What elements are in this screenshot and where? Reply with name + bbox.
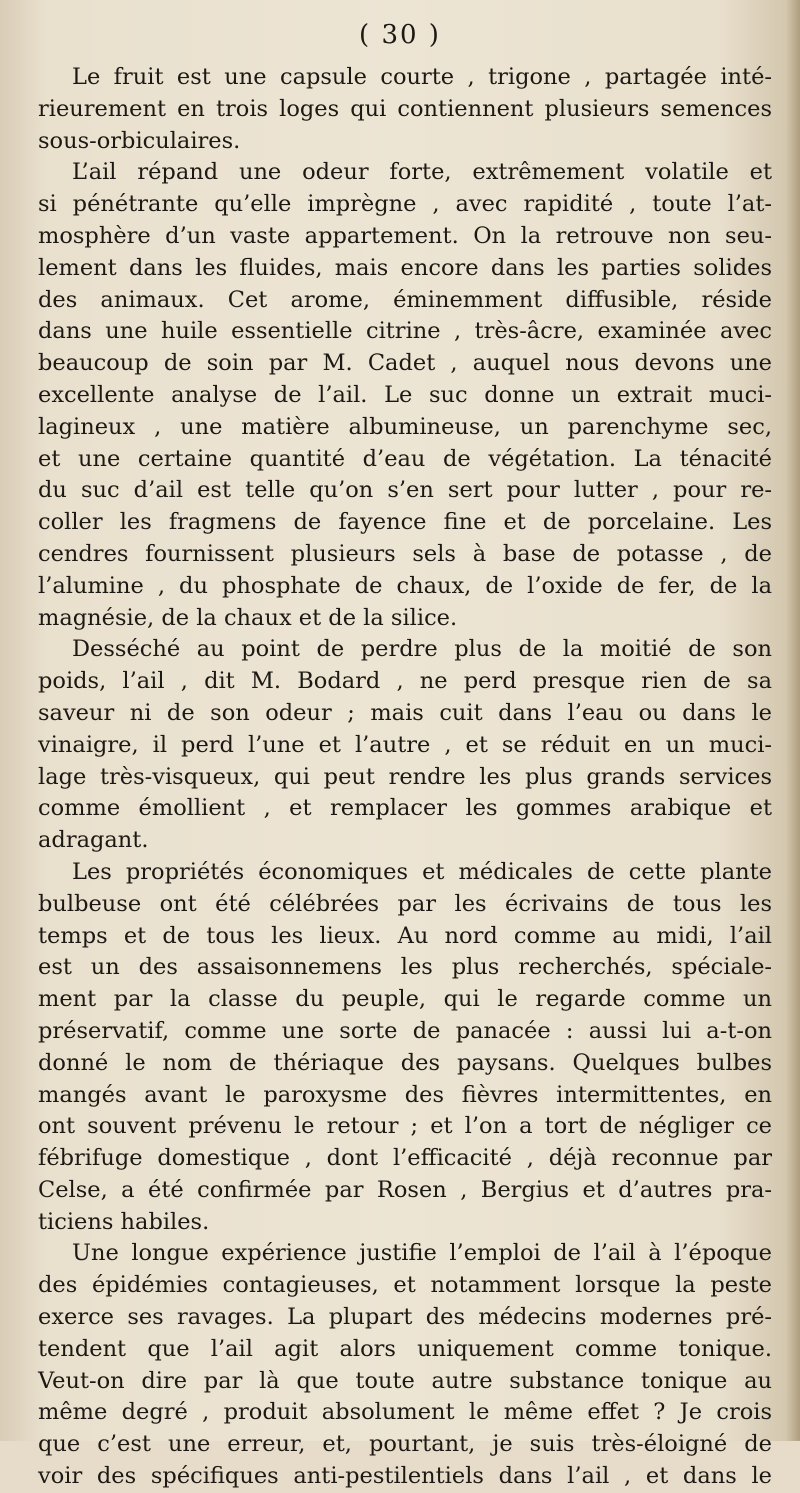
text-line: adragant. <box>38 827 149 854</box>
text-line: beaucoup de soin par M. Cadet , auquel nous devons une <box>38 350 772 377</box>
text-line: fébrifuge domestique , dont l’efficacité , déjà reconnue par <box>38 1145 772 1172</box>
text-line: même degré , produit absolument le même effet ? Je crois <box>38 1399 772 1426</box>
page-number: ( 30 ) <box>359 20 441 50</box>
text-line: Une longue expérience justifie l’emploi de l’ail à l’époque <box>72 1240 772 1267</box>
text-line: du suc d’ail est telle qu’on s’en sert pour lutter , pour re- <box>38 477 772 504</box>
text-line: si pénétrante qu’elle imprègne , avec rapidité , toute l’at- <box>38 191 772 218</box>
text-line: Le fruit est une capsule courte , trigone , partagée inté- <box>72 64 772 90</box>
text-line: donné le nom de thériaque des paysans. Quelques bulbes <box>38 1049 772 1076</box>
text-line: cendres fournissent plusieurs sels à base de potasse , de <box>38 540 772 567</box>
text-line: comme émollient , et remplacer les gommes arabique et <box>38 795 772 822</box>
text-line: ment par la classe du peuple, qui le regarde comme un <box>38 986 772 1013</box>
text-line: voir des spécifiques anti-pestilentiels dans l’ail , et dans le <box>38 1463 772 1490</box>
text-line: Veut-on dire par là que toute autre substance tonique au <box>38 1367 772 1394</box>
text-line: bulbeuse ont été célébrées par les écrivains de tous les <box>38 890 772 917</box>
page-edge-shadow <box>786 0 800 1441</box>
text-line: l’alumine , du phosphate de chaux, de l’oxide de fer, de la <box>38 572 772 599</box>
text-line: coller les fragmens de fayence fine et de porcelaine. Les <box>38 509 772 536</box>
text-line: Les propriétés économiques et médicales de cette plante <box>72 858 772 885</box>
text-line: Celse, a été confirmée par Rosen , Bergius et d’autres pra- <box>38 1176 772 1203</box>
text-line: lement dans les fluides, mais encore dans les parties solides <box>38 254 772 281</box>
text-line: mosphère d’un vaste appartement. On la retrouve non seu- <box>38 222 772 249</box>
text-line: mangés avant le paroxysme des fièvres intermittentes, en <box>38 1081 772 1108</box>
text-line: des animaux. Cet arome, éminemment diffusible, réside <box>38 286 772 313</box>
text-line: lage très-visqueux, qui peut rendre les plus grands services <box>38 763 772 790</box>
text-line: vinaigre, il perd l’une et l’autre , et se réduit en un muci- <box>38 731 772 758</box>
text-line: magnésie, de la chaux et de la silice. <box>38 604 458 631</box>
text-line: des épidémies contagieuses, et notamment lorsque la peste <box>38 1272 772 1299</box>
text-line: Desséché au point de perdre plus de la moitié de son <box>72 636 772 663</box>
text-line: temps et de tous les lieux. Au nord comme au midi, l’ail <box>38 922 772 949</box>
text-line: rieurement en trois loges qui contiennent plusieurs semences <box>38 95 772 122</box>
text-line: est un des assaisonnemens les plus recherchés, spéciale- <box>38 954 772 981</box>
text-line: L’ail répand une odeur forte, extrêmement volatile et <box>72 159 772 186</box>
text-line: poids, l’ail , dit M. Bodard , ne perd presque rien de sa <box>38 668 772 695</box>
text-line: dans une huile essentielle citrine , très-âcre, examinée avec <box>38 318 772 345</box>
text-line: sous-orbiculaires. <box>38 127 241 154</box>
text-line: saveur ni de son odeur ; mais cuit dans l’eau ou dans le <box>38 699 772 726</box>
body-text <box>38 62 772 1493</box>
text-line: préservatif, comme une sorte de panacée : aussi lui a-t-on <box>38 1017 772 1044</box>
text-line: tendent que l’ail agit alors uniquement comme tonique. <box>38 1335 772 1362</box>
text-line: excellente analyse de l’ail. Le suc donne un extrait muci- <box>38 381 772 408</box>
text-line: exerce ses ravages. La plupart des médecins modernes pré- <box>38 1304 772 1331</box>
text-line: que c’est une erreur, et, pourtant, je suis très-éloigné de <box>38 1431 772 1458</box>
text-line: ont souvent prévenu le retour ; et l’on a tort de négliger ce <box>38 1113 772 1140</box>
text-line: et une certaine quantité d’eau de végétation. La ténacité <box>38 445 772 472</box>
text-line: ticiens habiles. <box>38 1208 210 1235</box>
text-line: lagineux , une matière albumineuse, un parenchyme sec, <box>38 413 772 440</box>
